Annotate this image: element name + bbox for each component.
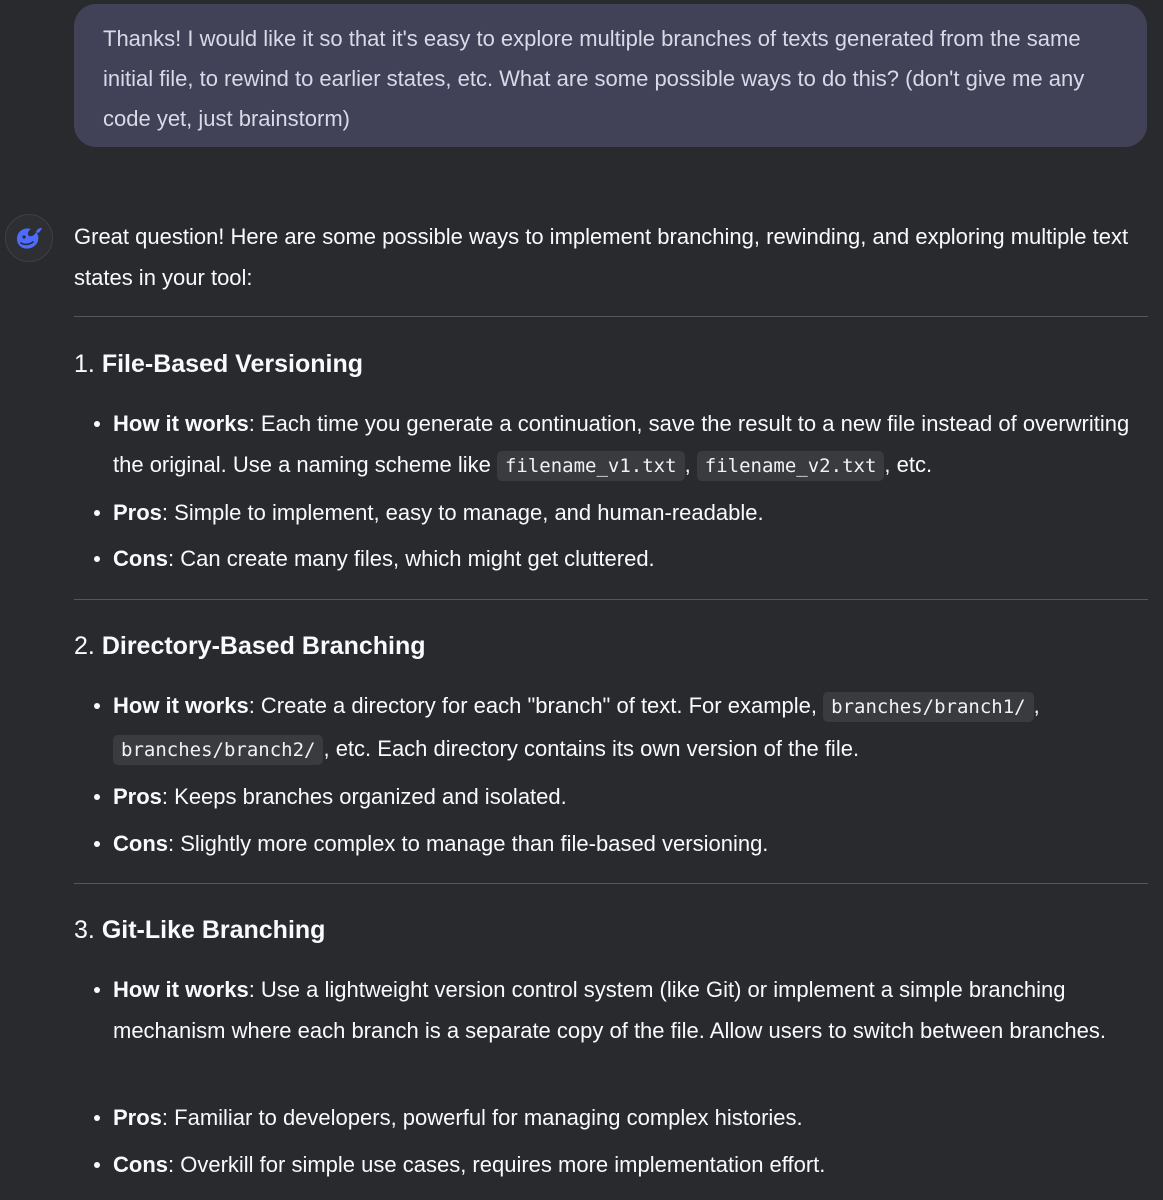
bullet-text: , <box>684 452 697 477</box>
section-heading <box>74 348 363 380</box>
bullet-text: : Can create many files, which might get cluttered. <box>168 546 655 571</box>
section-title: File-Based Versioning <box>101 350 363 378</box>
divider <box>74 883 1148 884</box>
bullet-label: Pros <box>113 500 162 525</box>
bullet-label: Cons <box>113 1152 168 1177</box>
bullet-label: Pros <box>113 1105 162 1130</box>
bullet-text: : Create a directory for each "branch" of text. For example, <box>248 693 824 718</box>
whale-logo-icon <box>14 223 44 253</box>
bullet-label: How it works <box>113 977 249 1002</box>
section-number: 1. <box>74 350 95 378</box>
bullet-text: , etc. Each directory contains its own version of the file. <box>323 736 860 761</box>
divider <box>74 599 1148 600</box>
bullet-label: How it works <box>113 693 249 718</box>
bullet-text: : Each time you generate a continuation, save the result to a new file instead of overwriting the original. Use a naming scheme like <box>113 411 1130 477</box>
bullet-text: : Use a lightweight version control system (like Git) or implement a simple branching mechanism where each branch is a separate copy of the file. Allow users to switch between branches. <box>113 977 1106 1043</box>
bullet-text: : Keeps branches organized and isolated. <box>161 784 567 809</box>
bullet-how-it-works <box>113 685 1143 771</box>
assistant-intro: Great question! Here are some possible ways to implement branching, rewinding, and exploring multiple text states in your tool: <box>74 224 1129 290</box>
bullet-pros <box>113 492 1143 533</box>
bullet-how-it-works <box>113 403 1143 487</box>
bullet-pros <box>113 1097 1143 1138</box>
section-heading <box>74 630 426 662</box>
section-heading <box>74 914 325 946</box>
inline-code: filename_v1.txt <box>497 451 685 481</box>
bullet-cons <box>113 1144 1143 1185</box>
inline-code: branches/branch2/ <box>113 735 323 765</box>
inline-code: filename_v2.txt <box>697 451 885 481</box>
bullet-pros <box>113 776 1143 817</box>
section-number: 2. <box>74 632 95 660</box>
section-title: Directory-Based Branching <box>101 632 426 660</box>
bullet-label: Cons <box>113 546 168 571</box>
section-number: 3. <box>74 916 95 944</box>
assistant-avatar <box>5 214 53 262</box>
bullet-label: Cons <box>113 831 168 856</box>
bullet-text: , <box>1033 693 1040 718</box>
inline-code: branches/branch1/ <box>823 692 1033 722</box>
section-title: Git-Like Branching <box>101 916 326 944</box>
bullet-how-it-works <box>113 969 1143 1051</box>
user-message-text: Thanks! I would like it so that it's easy to explore multiple branches of texts generated from the same initial file, to rewind to earlier states, etc. What are some possible ways to do this? (don't give me any code yet, just brainstorm) <box>103 26 1085 131</box>
divider <box>74 316 1148 317</box>
bullet-cons <box>113 823 1143 864</box>
bullet-label: Pros <box>113 784 162 809</box>
bullet-text: : Slightly more complex to manage than file-based versioning. <box>168 831 769 856</box>
bullet-text: , etc. <box>884 452 933 477</box>
bullet-label: How it works <box>113 411 249 436</box>
bullet-text: : Simple to implement, easy to manage, and human-readable. <box>161 500 764 525</box>
bullet-cons <box>113 538 1143 579</box>
bullet-text: : Familiar to developers, powerful for managing complex histories. <box>161 1105 803 1130</box>
user-message-bubble <box>74 4 1147 147</box>
bullet-text: : Overkill for simple use cases, requires more implementation effort. <box>168 1152 826 1177</box>
